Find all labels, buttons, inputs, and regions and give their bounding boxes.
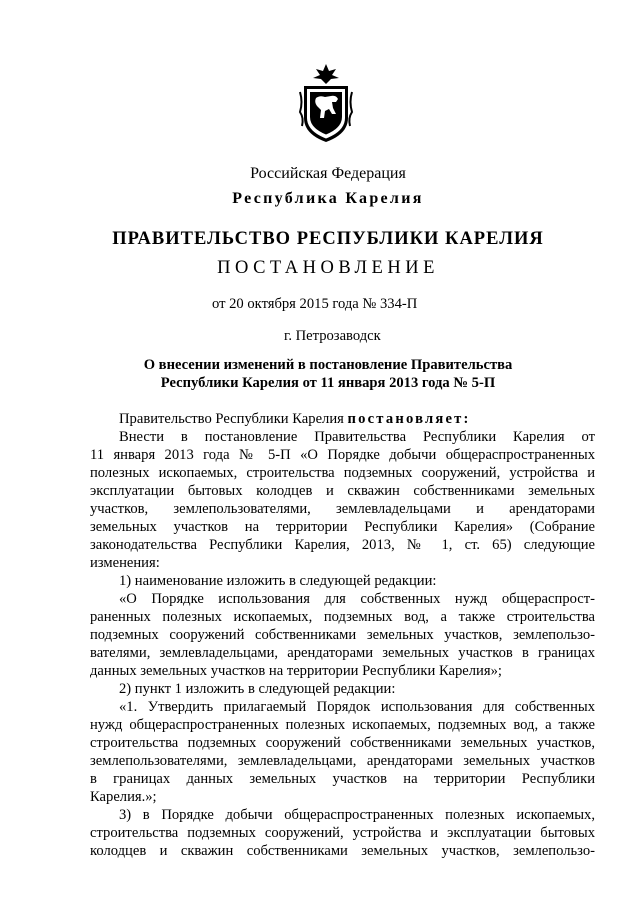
paragraph-item-1: 1) наименование изложить в следующей редакции: xyxy=(119,573,437,589)
title-line: Республики Карелия от 11 января 2013 года № 5-П xyxy=(160,375,496,391)
paragraph-preamble xyxy=(90,410,595,428)
text-line: данных земельных участков на территории Республики Карелия»; xyxy=(90,663,502,679)
text-line: колодцев и скважин собственниками земельных участков, землепользо- xyxy=(90,843,595,859)
text-line: строительства подземных сооружений собственниками земельных участков, xyxy=(90,735,595,751)
paragraph-item-2: 2) пункт 1 изложить в следующей редакции: xyxy=(119,681,396,697)
document-body xyxy=(90,410,595,860)
title-line: О внесении изменений в постановление Правительства xyxy=(143,357,513,373)
paragraph-item-3 xyxy=(90,806,595,860)
text-line: изменения: xyxy=(90,555,160,571)
country-name: Российская Федерация xyxy=(250,165,406,182)
republic-name: Республика Карелия xyxy=(232,190,424,207)
text-line: полезных ископаемых, строительства подземных сооружений, устройства и xyxy=(90,465,595,481)
text-line: земельных участков на территории Республики Карелия» (Собрание xyxy=(90,519,595,535)
document-date-number: от 20 октября 2015 года № 334-П xyxy=(212,296,418,312)
text-line: эксплуатации бытовых колодцев и скважин собственниками земельных xyxy=(90,483,595,499)
document-title xyxy=(0,356,640,392)
document-city: г. Петрозаводск xyxy=(284,328,381,344)
text-line: 11 января 2013 года № 5-П «О Порядке добычи общераспространенных xyxy=(90,447,595,463)
text-line: подземных сооружений собственниками земельных участков, землепользо- xyxy=(90,627,595,643)
text-line: Карелия.»; xyxy=(90,789,157,805)
text-line: строительства подземных сооружений, устройства и эксплуатации бытовых xyxy=(90,825,595,841)
text-line: «1. Утвердить прилагаемый Порядок использования для собственных xyxy=(119,699,595,715)
preamble-emphasis: постановляет: xyxy=(347,411,471,427)
karelia-coat-of-arms-icon xyxy=(298,62,354,144)
text-line: вателями, землевладельцами, арендаторами земельных участков в границах xyxy=(90,645,595,661)
text-line: Внести в постановление Правительства Республики Карелия от xyxy=(119,429,595,445)
text-line: землепользователями, землевладельцами, арендаторами земельных участков xyxy=(90,753,595,769)
text-line: раненных полезных ископаемых, подземных вод, а также строительства xyxy=(90,609,595,625)
paragraph-quote-2 xyxy=(90,698,595,806)
document-type: ПОСТАНОВЛЕНИЕ xyxy=(217,258,439,278)
text-line: участков, землепользователями, землевладельцами и арендаторами xyxy=(90,501,595,517)
text-line: в границах данных земельных участков на территории Республики xyxy=(90,771,595,787)
text-line: нужд общераспространенных полезных ископаемых, подземных вод, а также xyxy=(90,717,595,733)
text-line: «О Порядке использования для собственных нужд общераспрост- xyxy=(119,591,595,607)
preamble-text: Правительство Республики Карелия xyxy=(119,411,348,427)
text-line: 3) в Порядке добычи общераспространенных полезных ископаемых, xyxy=(119,807,595,823)
paragraph-amendment xyxy=(90,428,595,572)
text-line: законодательства Республики Карелия, 2013, № 1, ст. 65) следующие xyxy=(90,537,595,553)
government-name: ПРАВИТЕЛЬСТВО РЕСПУБЛИКИ КАРЕЛИЯ xyxy=(112,229,544,249)
paragraph-quote-1 xyxy=(90,590,595,680)
